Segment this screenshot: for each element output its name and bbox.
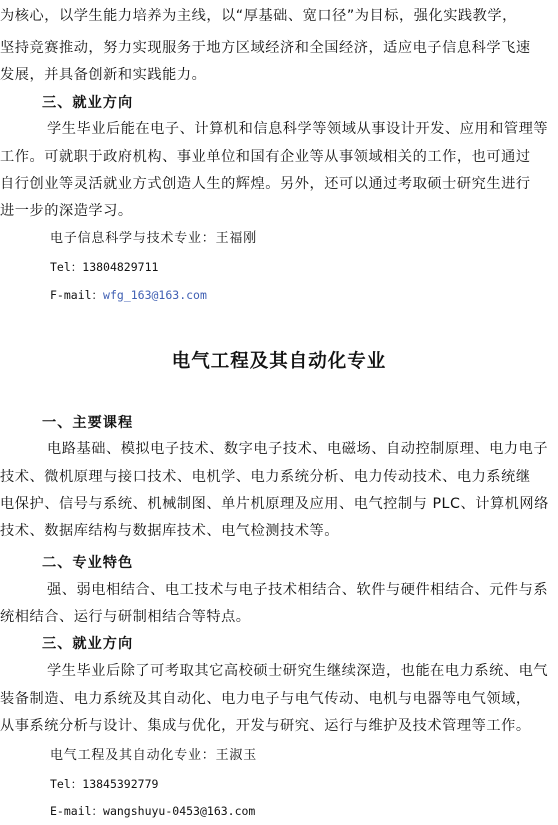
paragraph-line: 电保护、信号与系统、机械制图、单片机原理及应用、电气控制与 PLC、计算机网络 — [0, 496, 549, 512]
paragraph-line: 坚持竞赛推动，努力实现服务于地方区域经济和全国经济，适应电子信息科学飞速 — [0, 40, 531, 56]
contact-tel: Tel：13804829711 — [50, 260, 159, 274]
paragraph-line: 学生毕业后能在电子、计算机和信息科学等领域从事设计开发、应用和管理等 — [47, 121, 549, 137]
paragraph-line: 电路基础、模拟电子技术、数字电子技术、电磁场、自动控制原理、电力电子 — [47, 441, 549, 457]
paragraph-line: 从事系统分析与设计、集成与优化，开发与研究、运行与维护及技术管理等工作。 — [0, 718, 531, 734]
email-link[interactable]: wfg_163@163.com — [103, 288, 207, 302]
paragraph-line: 发展，并具备创新和实践能力。 — [0, 67, 207, 83]
paragraph-line: 技术、微机原理与接口技术、电机学、电力系统分析、电力传动技术、电力系统继 — [0, 469, 531, 485]
paragraph-line: 学生毕业后除了可考取其它高校硕士研究生继续深造，也能在电力系统、电气 — [47, 663, 549, 679]
employment-heading: 三、就业方向 — [42, 636, 134, 652]
contact-name: 电气工程及其自动化专业：王淑玉 — [50, 748, 258, 763]
contact-email — [50, 287, 207, 303]
section-title: 电气工程及其自动化专业 — [171, 351, 387, 372]
paragraph-line: 进一步的深造学习。 — [0, 203, 133, 219]
paragraph-line: 强、弱电相结合、电工技术与电子技术相结合、软件与硬件相结合、元件与系 — [47, 582, 549, 598]
paragraph-line: 技术、数据库结构与数据库技术、电气检测技术等。 — [0, 523, 339, 539]
paragraph-line: 装备制造、电力系统及其自动化、电力电子与电气传动、电机与电器等电气领域， — [0, 691, 531, 707]
contact-name: 电子信息科学与技术专业：王福刚 — [50, 231, 258, 246]
paragraph-line: 为核心，以学生能力培养为主线，以“厚基础、宽口径”为目标，强化实践教学， — [0, 8, 517, 24]
employment-heading: 三、就业方向 — [42, 95, 134, 111]
paragraph-line: 统相结合、运行与研制相结合等特点。 — [0, 609, 251, 625]
paragraph-line: 工作。可就职于政府机构、事业单位和国有企业等从事领域相关的工作，也可通过 — [0, 149, 531, 165]
courses-heading: 一、主要课程 — [42, 415, 134, 431]
features-heading: 二、专业特色 — [42, 555, 134, 571]
paragraph-line: 自行创业等灵活就业方式创造人生的辉煌。另外，还可以通过考取硕士研究生进行 — [0, 176, 531, 192]
contact-tel: Tel：13845392779 — [50, 777, 159, 791]
email-label: F-mail： — [50, 288, 104, 302]
contact-email: E-mail：wangshuyu-0453@163.com — [50, 804, 256, 818]
